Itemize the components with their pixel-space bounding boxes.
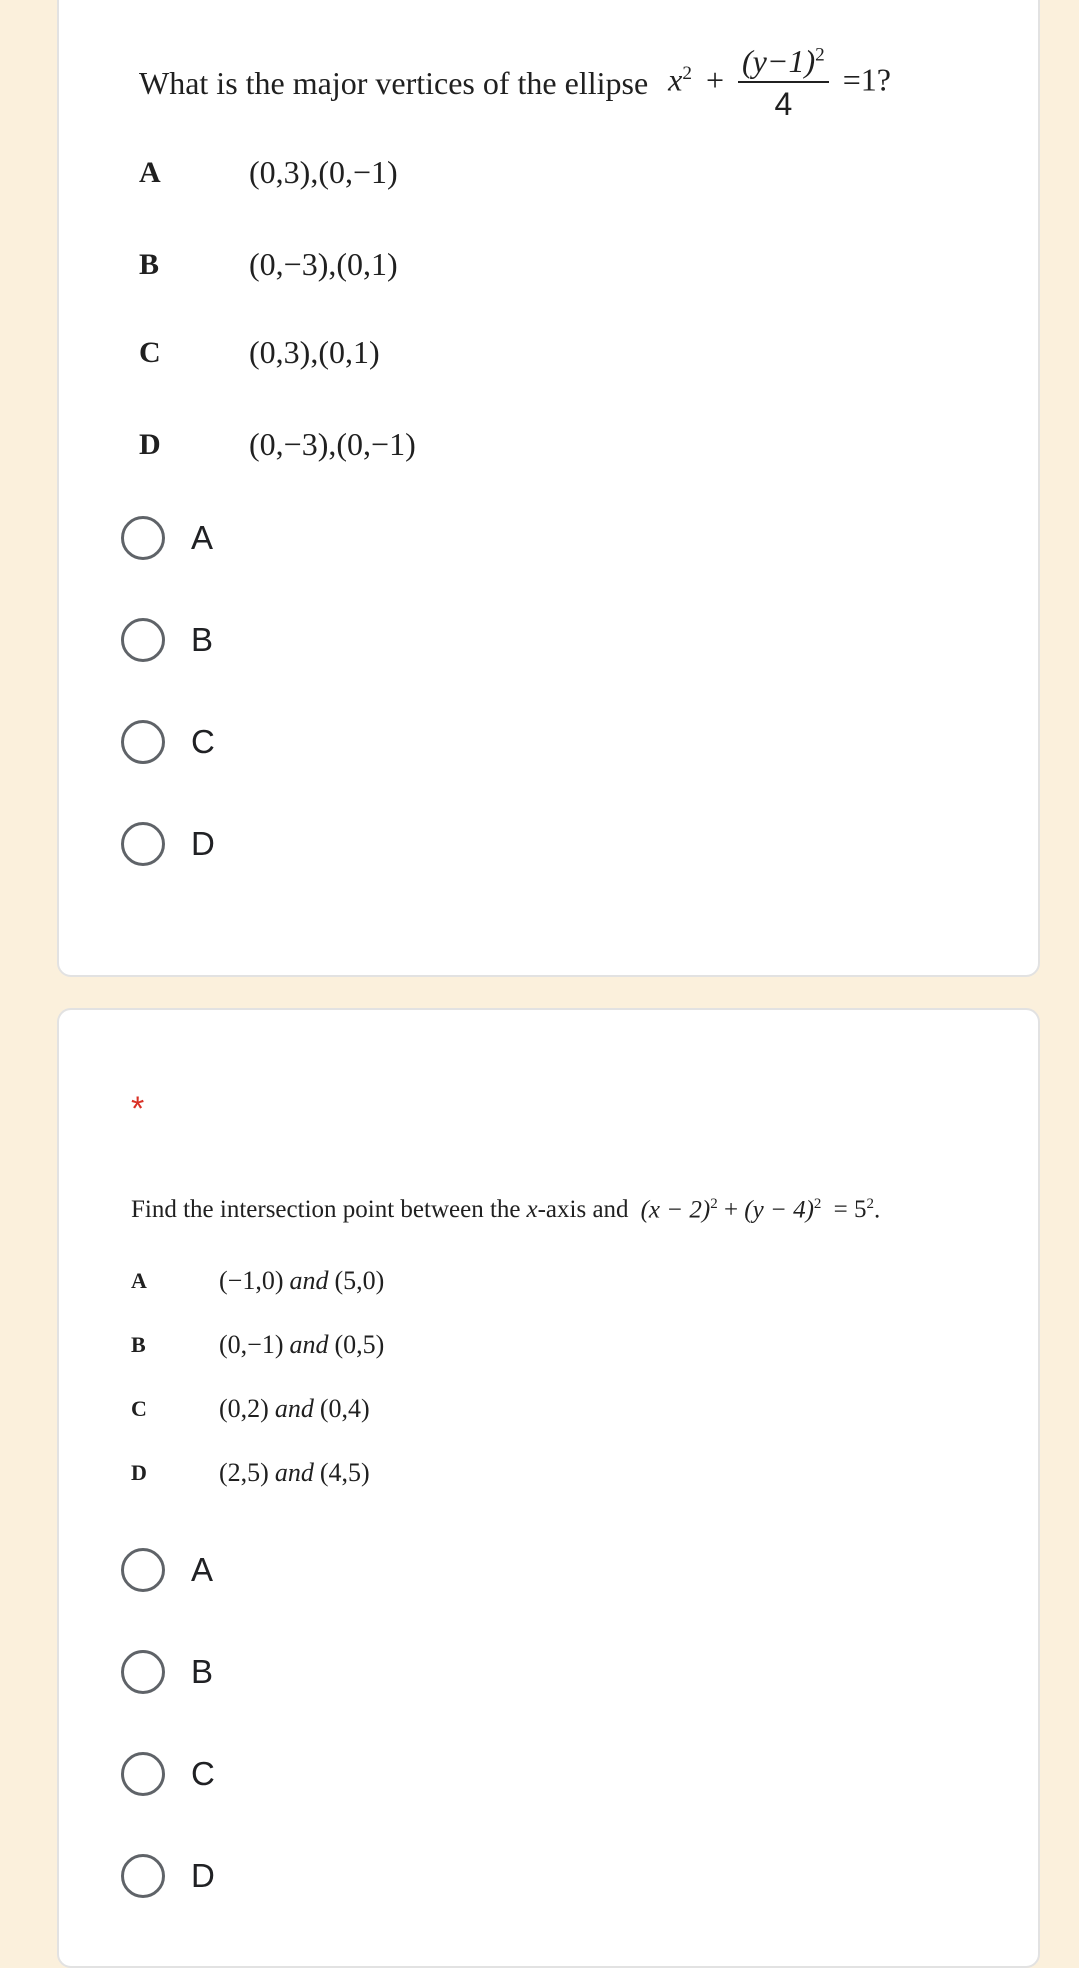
option-b-row	[139, 246, 398, 283]
question-card-2	[57, 1008, 1040, 1968]
ellipse-equation: $x^2$ + $\frac{(y-1)^2}{4}$ =1?	[668, 43, 891, 123]
option-letter: A	[139, 155, 161, 189]
option-point-1: (−1,0)	[219, 1266, 284, 1295]
question-1-prefix: What is the major vertices of the ellipse	[139, 64, 649, 101]
option-a-row	[139, 154, 398, 191]
and-word: and	[274, 1458, 314, 1487]
radio-label: B	[191, 1653, 214, 1690]
and-word: and	[289, 1330, 329, 1359]
question-card-1	[57, 0, 1040, 977]
radio-choice-d[interactable]	[121, 822, 215, 866]
option-letter: D	[139, 427, 161, 461]
required-indicator: *	[131, 1090, 145, 1128]
and-word: and	[274, 1394, 314, 1423]
option-value: (0,−3),(0,−1)	[249, 426, 416, 462]
option-value: (0,3),(0,1)	[249, 334, 380, 370]
radio-label: D	[191, 1857, 215, 1894]
option-letter: A	[131, 1268, 147, 1293]
radio-label: A	[191, 519, 214, 556]
radio-choice-c[interactable]	[121, 1752, 215, 1796]
radio-choice-b[interactable]	[121, 1650, 213, 1694]
radio-circle-icon[interactable]	[121, 1548, 165, 1592]
option-point-1: (0,2)	[219, 1394, 269, 1423]
radio-circle-icon[interactable]	[121, 822, 165, 866]
option-point-1: (0,−1)	[219, 1330, 284, 1359]
radio-choice-a[interactable]	[121, 1548, 213, 1592]
radio-choice-a[interactable]	[121, 516, 213, 560]
radio-circle-icon[interactable]	[121, 516, 165, 560]
circle-equation: $(x - 2)^2 + (y - 4)^2 = 5^2$.	[640, 1196, 881, 1224]
option-value: (0,3),(0,−1)	[249, 154, 398, 190]
option-letter: B	[131, 1332, 146, 1357]
radio-choice-b[interactable]	[121, 618, 213, 662]
option-point-2: (0,4)	[319, 1394, 370, 1423]
option-letter: C	[131, 1396, 147, 1421]
radio-choice-c[interactable]	[121, 720, 215, 764]
radio-circle-icon[interactable]	[121, 618, 165, 662]
option-a-row	[131, 1266, 384, 1296]
option-d-row	[139, 426, 416, 463]
radio-circle-icon[interactable]	[121, 1854, 165, 1898]
radio-circle-icon[interactable]	[121, 720, 165, 764]
radio-label: B	[191, 621, 214, 658]
option-d-row	[131, 1458, 370, 1488]
option-point-1: (2,5)	[219, 1458, 269, 1487]
option-letter: B	[139, 247, 160, 281]
radio-circle-icon[interactable]	[121, 1752, 165, 1796]
option-point-2: (5,0)	[334, 1266, 385, 1295]
radio-choice-d[interactable]	[121, 1854, 215, 1898]
question-1-text	[139, 44, 891, 122]
and-word: and	[289, 1266, 329, 1295]
radio-circle-icon[interactable]	[121, 1650, 165, 1694]
radio-label: C	[191, 1755, 215, 1792]
option-letter: C	[139, 335, 161, 369]
question-2-prefix: Find the intersection point between the	[131, 1196, 521, 1224]
option-letter: D	[131, 1460, 147, 1485]
radio-label: A	[191, 1551, 214, 1588]
radio-label: D	[191, 825, 215, 862]
option-point-2: (4,5)	[319, 1458, 370, 1487]
question-2-text: Find the intersection point between the x -axis and $(x - 2)^2 + (y - 4)^2 = 5^2$.	[131, 1196, 881, 1224]
equation-fraction: $\frac{(y-1)^2}{4}$	[738, 44, 829, 122]
option-b-row	[131, 1330, 384, 1360]
option-value: (0,−3),(0,1)	[249, 246, 398, 282]
option-point-2: (0,5)	[334, 1330, 385, 1359]
option-c-row	[131, 1394, 370, 1424]
radio-label: C	[191, 723, 215, 760]
option-c-row	[139, 334, 380, 371]
